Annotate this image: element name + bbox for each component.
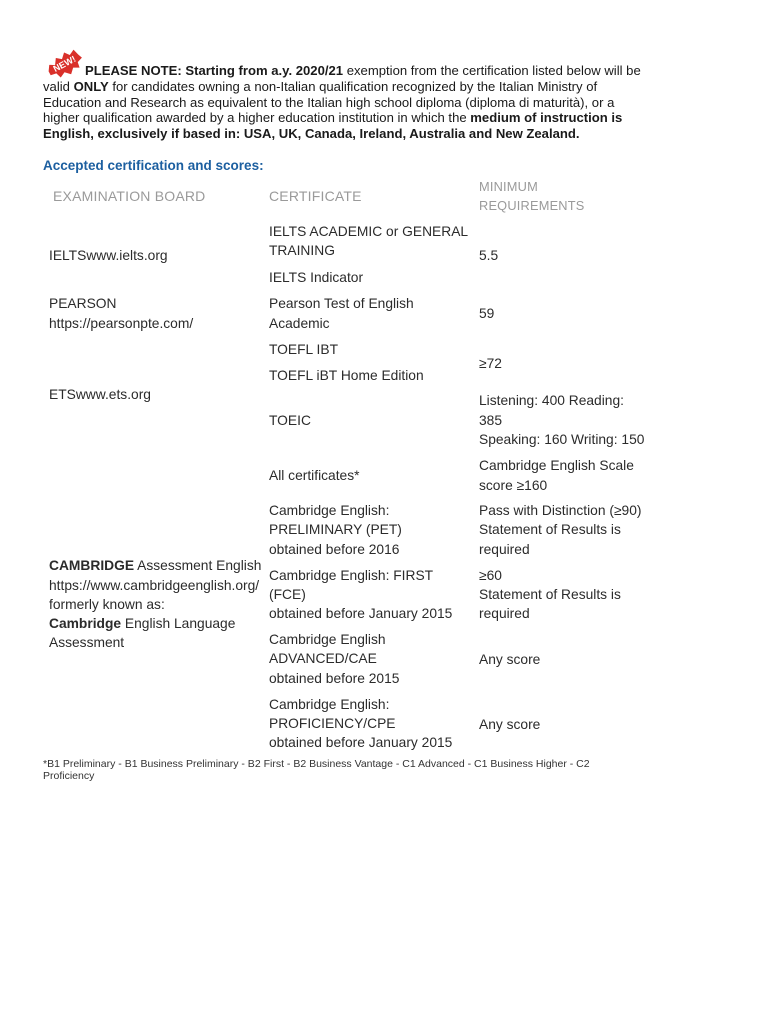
- score-toefl: ≥72: [479, 356, 502, 371]
- notice-paragraph: [43, 63, 649, 142]
- board-cambridge-bold1: CAMBRIDGE: [49, 558, 135, 573]
- cert-cambridge-all: All certificates*: [269, 468, 360, 483]
- score-toeic-l3: Speaking: 160 Writing: 150: [479, 432, 645, 447]
- cert-fce-l3: obtained before January 2015: [269, 606, 453, 621]
- board-cambridge-formerly: formerly known as:: [49, 597, 165, 612]
- cert-toefl-home: TOEFL iBT Home Edition: [269, 368, 424, 383]
- cert-pet-l3: obtained before 2016: [269, 542, 400, 557]
- cert-ielts-academic-l1: IELTS ACADEMIC or GENERAL: [269, 224, 469, 239]
- score-cambridge-all-l2: score ≥160: [479, 478, 548, 493]
- cert-fce-l2: (FCE): [269, 587, 306, 602]
- cert-pet-l2: PRELIMINARY (PET): [269, 522, 402, 537]
- score-pet-l1: Pass with Distinction (≥90): [479, 503, 642, 518]
- cert-pearson-l2: Academic: [269, 316, 330, 331]
- score-pet-l3: required: [479, 542, 530, 557]
- cert-toefl-ibt: TOEFL IBT: [269, 342, 338, 357]
- cert-ielts-indicator: IELTS Indicator: [269, 270, 364, 285]
- board-cambridge-l4: [49, 614, 235, 634]
- cert-cpe-l3: obtained before January 2015: [269, 735, 453, 750]
- board-cambridge-rest1: Assessment English: [134, 558, 262, 573]
- board-cambridge-url: https://www.cambridgeenglish.org/: [49, 578, 260, 593]
- header-certificate: CERTIFICATE: [269, 188, 362, 204]
- board-cambridge-rest2: English Language: [121, 616, 236, 631]
- board-ets: ETSwww.ets.org: [49, 387, 151, 402]
- section-heading: Accepted certification and scores:: [43, 158, 264, 173]
- notice-prefix: PLEASE NOTE: Starting from a.y. 2020/21: [85, 63, 344, 78]
- notice-part1: exemption from the certification listed below will be valid: [43, 63, 641, 94]
- board-pearson-name: PEARSON: [49, 296, 117, 311]
- board-cambridge-bold2: Cambridge: [49, 616, 122, 631]
- cert-cae-l2: ADVANCED/CAE: [269, 651, 377, 666]
- footnote: *B1 Preliminary - B1 Business Preliminary - B2 First - B2 Business Vantage - C1 Advanced - C1 Business Higher - C2 Proficiency: [43, 758, 590, 782]
- score-ielts: 5.5: [479, 248, 499, 263]
- cert-fce-l1: Cambridge English: FIRST: [269, 568, 434, 583]
- header-minimum: MINIMUM: [479, 179, 538, 194]
- score-cambridge-all-l1: Cambridge English Scale: [479, 458, 634, 473]
- score-fce-l1: ≥60: [479, 568, 502, 583]
- cert-cpe-l1: Cambridge English:: [269, 697, 390, 712]
- score-toeic-l1: Listening: 400 Reading:: [479, 393, 624, 408]
- cert-ielts-academic-l2: TRAINING: [269, 243, 335, 258]
- cert-cpe-l2: PROFICIENCY/CPE: [269, 716, 396, 731]
- score-fce-l2: Statement of Results is: [479, 587, 621, 602]
- notice-only: ONLY: [73, 78, 109, 94]
- cert-cae-l3: obtained before 2015: [269, 671, 400, 686]
- board-pearson-url: https://pearsonpte.com/: [49, 316, 194, 331]
- new-badge-label: NEW!: [51, 53, 78, 74]
- score-toeic-l2: 385: [479, 413, 503, 428]
- cert-pearson-l1: Pearson Test of English: [269, 296, 414, 311]
- cert-toeic: TOEIC: [269, 413, 311, 428]
- score-pet-l2: Statement of Results is: [479, 522, 621, 537]
- header-examination-board: EXAMINATION BOARD: [53, 188, 206, 204]
- board-cambridge-l6: Assessment: [49, 635, 125, 650]
- board-cambridge-l1: [49, 556, 261, 576]
- board-ielts: IELTSwww.ielts.org: [49, 248, 168, 263]
- score-fce-l3: required: [479, 606, 530, 621]
- score-cpe: Any score: [479, 717, 541, 732]
- cert-cae-l1: Cambridge English: [269, 632, 386, 647]
- header-requirements: REQUIREMENTS: [479, 198, 585, 213]
- score-cae: Any score: [479, 652, 541, 667]
- cert-pet-l1: Cambridge English:: [269, 503, 390, 518]
- notice-bold-end: medium of instruction is English, exclusively if based in: USA, UK, Canada, Ireland, Australia and New Zealand.: [43, 110, 623, 142]
- score-pearson: 59: [479, 306, 495, 321]
- notice-part2: for candidates owning a non-Italian qualification recognized by the Italian Ministry of Education and Research as equivalent to the Italian high school diploma (diploma di maturità), or a higher qualification awarded by a higher education institution in which the: [43, 78, 615, 126]
